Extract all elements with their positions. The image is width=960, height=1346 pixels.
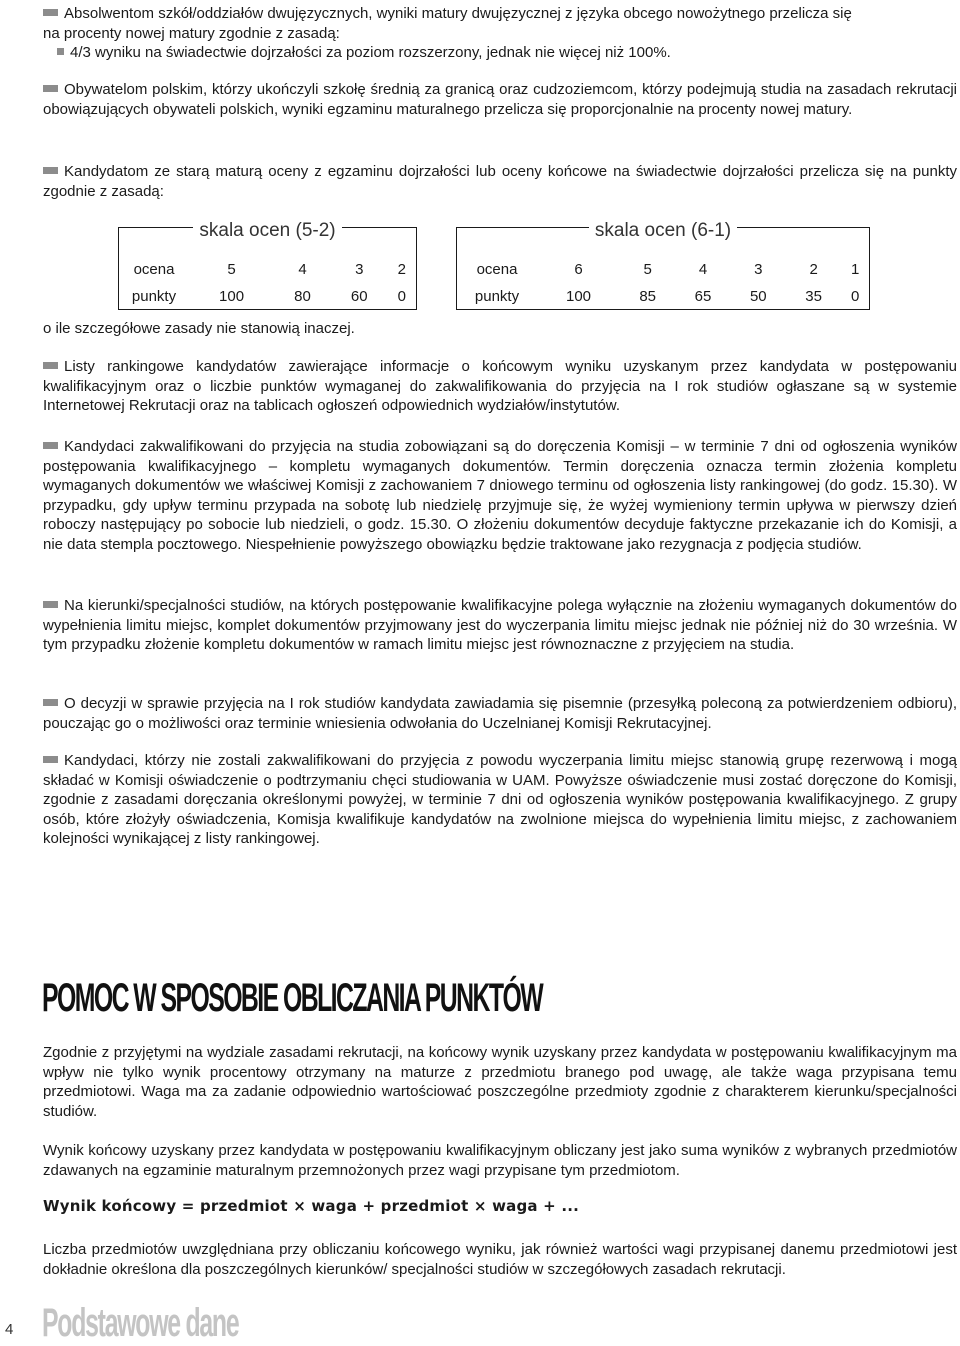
table-cell: 3 (355, 261, 364, 278)
table-row (457, 283, 869, 310)
section-paragraph: Liczba przedmiotów uwzględniana przy obliczaniu końcowego wyniku, jak również wartości wagi przypisanej danemu przedmiotowi jest dokładnie określona dla poszczególnych kierunków/ specjalności studiów w szczegółowych zasadach rekrutacji. (43, 1241, 957, 1278)
paragraph-old-matura (43, 162, 957, 201)
table-cell: 2 (397, 261, 406, 278)
bullet-icon (43, 9, 58, 16)
table-cell: 35 (805, 288, 822, 305)
table-cell: 6 (574, 261, 583, 278)
table-cell: 2 (809, 261, 818, 278)
paragraph-text: Obywatelom polskim, którzy ukończyli szkołę średnią za granicą oraz cudzoziemcom, którzy podejmują studia na zasadach rekrutacji obowiązujących obywateli polskich, wyniki egzaminu maturalnego przelicza się proporcjonalnie na procenty nowej matury. (43, 81, 957, 118)
section-paragraph: Wynik końcowy uzyskany przez kandydata w postępowaniu kwalifikacyjnym obliczany jest jako suma wyników z wybranych przedmiotów zdawanych na egzaminie maturalnym przemnożonych przez wagi przypisane tym przedmiotom. (43, 1142, 957, 1179)
bullet-icon (43, 756, 58, 763)
table-cell: 60 (350, 288, 368, 305)
table-cell: 4 (698, 261, 708, 278)
table-cell: 50 (749, 288, 767, 305)
paragraph-text: Kandydaci zakwalifikowani do przyjęcia na studia zobowiązani są do doręczenia Komisji – w terminie 7 dni od ogłoszenia wyników postępowania kwalifikacyjnego – kompletu wymaganych dokumentów. Termin doręczenia oznacza termin złożenia kompletu wymaganych dokumentów we właściwej Komisji z zachowaniem 7 dniowego terminu od ogłoszenia listy rankingowej (do godz. 15.30). W przypadku, gdy upływ terminu przypada na sobotę lub niedzielę przyjmuje się, że wyżej wymieniony termin upływa w pierwszy dzień roboczy następujący po sobocie lub niedzieli, o godz. 15.30. O złożeniu dokumentów decyduje faktyczne przekazanie ich do Komisji, a nie data stempla pocztowego. Niespełnienie powyższego obowiązku będzie traktowane jako rezygnacja z podjęcia studiów. (43, 438, 957, 553)
table-cell: ocena (476, 261, 518, 278)
paragraph-text: O decyzji w sprawie przyjęcia na I rok studiów kandydata zawiadamia się pisemnie (przesyłką poleconą za potwierdzeniem odbioru), pouczając go o możliwości oraz terminie wniesienia odwołania do Uczelnianej Komisji Rekrutacyjnej. (43, 695, 957, 732)
paragraph-text: 4/3 wyniku na świadectwie dojrzałości za poziom rozszerzony, jednak nie więcej niż 100%. (70, 44, 671, 62)
paragraph-documents (43, 437, 957, 555)
table-caption: skala ocen (5-2) (193, 220, 341, 241)
table-cell: punkty (131, 288, 177, 305)
paragraph-bilingual (43, 4, 957, 63)
table-cell: 100 (565, 288, 592, 305)
footer-title: Podstawowe dane (42, 1301, 239, 1345)
paragraph-text: na procenty nowej matury zgodnie z zasadą: (43, 24, 340, 42)
paragraph-text: Kandydatom ze starą maturą oceny z egzaminu dojrzałości lub oceny końcowe na świadectwie dojrzałości przelicza się na punkty zgodnie z zasadą: (43, 163, 957, 200)
table-cell: 4 (298, 261, 307, 278)
paragraph-text: Na kierunki/specjalności studiów, na których postępowanie kwalifikacyjne polega wyłącznie na złożeniu wymaganych dokumentów do wypełnienia limitu miejsc, komplet dokumentów przyjmowany jest do wyczerpania limitu miejsc jednak nie później niż do 30 września. W tym przypadku złożenie kompletu dokumentów w ramach limitu miejsc jest równoznaczne z przyjęciem na studia. (43, 597, 957, 654)
paragraph-decision (43, 694, 957, 733)
bullet-icon (43, 362, 58, 369)
table-cell: 5 (227, 261, 236, 278)
bullet-icon (43, 167, 58, 174)
table-row (119, 283, 416, 310)
paragraph-text: Absolwentom szkół/oddziałów dwujęzycznych, wyniki matury dwujęzycznej z języka obcego nowożytnego przelicza się (64, 5, 852, 22)
table-row (119, 256, 416, 283)
table-cell: 100 (219, 288, 245, 305)
table-cell: ocena (133, 261, 175, 278)
paragraph-foreign-graduates (43, 80, 957, 119)
page-number: 4 (5, 1321, 14, 1338)
paragraph-reserve-group (43, 751, 957, 849)
paragraph-limit (43, 596, 957, 655)
bullet-icon (57, 48, 64, 55)
table-caption: skala ocen (6-1) (589, 220, 737, 241)
paragraph-text: Listy rankingowe kandydatów zawierające informacje o końcowym wyniku uzyskanym przez kandydata w postępowaniu kwalifikacyjnym oraz o liczbie punktów wymaganej do zakwalifikowania do przyjęcia na I rok studiów ogłaszane są w systemie Internetowej Rekrutacji oraz na tablicach ogłoszeń odpowiednich wydziałów/instytutów. (43, 358, 957, 415)
table-cell: 5 (643, 261, 652, 278)
table-cell: 80 (294, 288, 311, 305)
table-cell: 65 (694, 288, 712, 305)
table-row (457, 256, 869, 283)
section-title: POMOC W SPOSOBIE OBLICZANIA PUNKTÓW (42, 976, 543, 1020)
formula: Wynik końcowy = przedmiot × waga + przedmiot × waga + ... (43, 1197, 580, 1215)
grade-scale-5-2-table (118, 220, 417, 310)
bullet-icon (43, 699, 58, 706)
bullet-icon (43, 601, 58, 608)
section-paragraph: Zgodnie z przyjętymi na wydziale zasadami rekrutacji, na końcowy wynik uzyskany przez kandydata w postępowaniu kwalifikacyjnym ma wpływ nie tylko wynik procentowy otrzymany na maturze z przedmiotu branego pod uwagę, ale także waga przypisana temu przedmiotowi. Waga ma za zadanie odpowiednio wartościować poszczególne przedmioty zgodnie z charakterem kierunku/specjalności studiów. (43, 1044, 957, 1120)
table-cell: 0 (397, 288, 406, 305)
table-cell: punkty (474, 288, 520, 305)
paragraph-text: Kandydaci, którzy nie zostali zakwalifikowani do przyjęcia z powodu wyczerpania limitu miejsc stanowią grupę rezerwową i mogą składać w Komisji oświadczenie o podtrzymaniu chęci studiowania w UAM. Powyższe oświadczenie musi zostać doręczone do Komisji, zgodnie z zasadami doręczania określonymi powyżej, w terminie 7 dni od ogłoszenia wyników postępowania kwalifikacyjnego. Z grupy osób, które złożyły oświadczenia, Komisja kwalifikuje kandydatów na zwolnione miejsca do wypełnienia limitu miejsc, z zachowaniem kolejności wynikającej z listy rankingowej. (43, 752, 957, 848)
table-cell: 85 (639, 288, 656, 305)
paragraph-ranking-lists (43, 357, 957, 416)
bullet-icon (43, 442, 58, 449)
table-cell: 1 (850, 261, 860, 278)
grade-scale-6-1-table (456, 220, 870, 310)
bullet-icon (43, 85, 58, 92)
table-cell: 3 (754, 261, 763, 278)
table-cell: 0 (850, 288, 860, 305)
scale-note: o ile szczegółowe zasady nie stanowią inaczej. (43, 320, 355, 337)
